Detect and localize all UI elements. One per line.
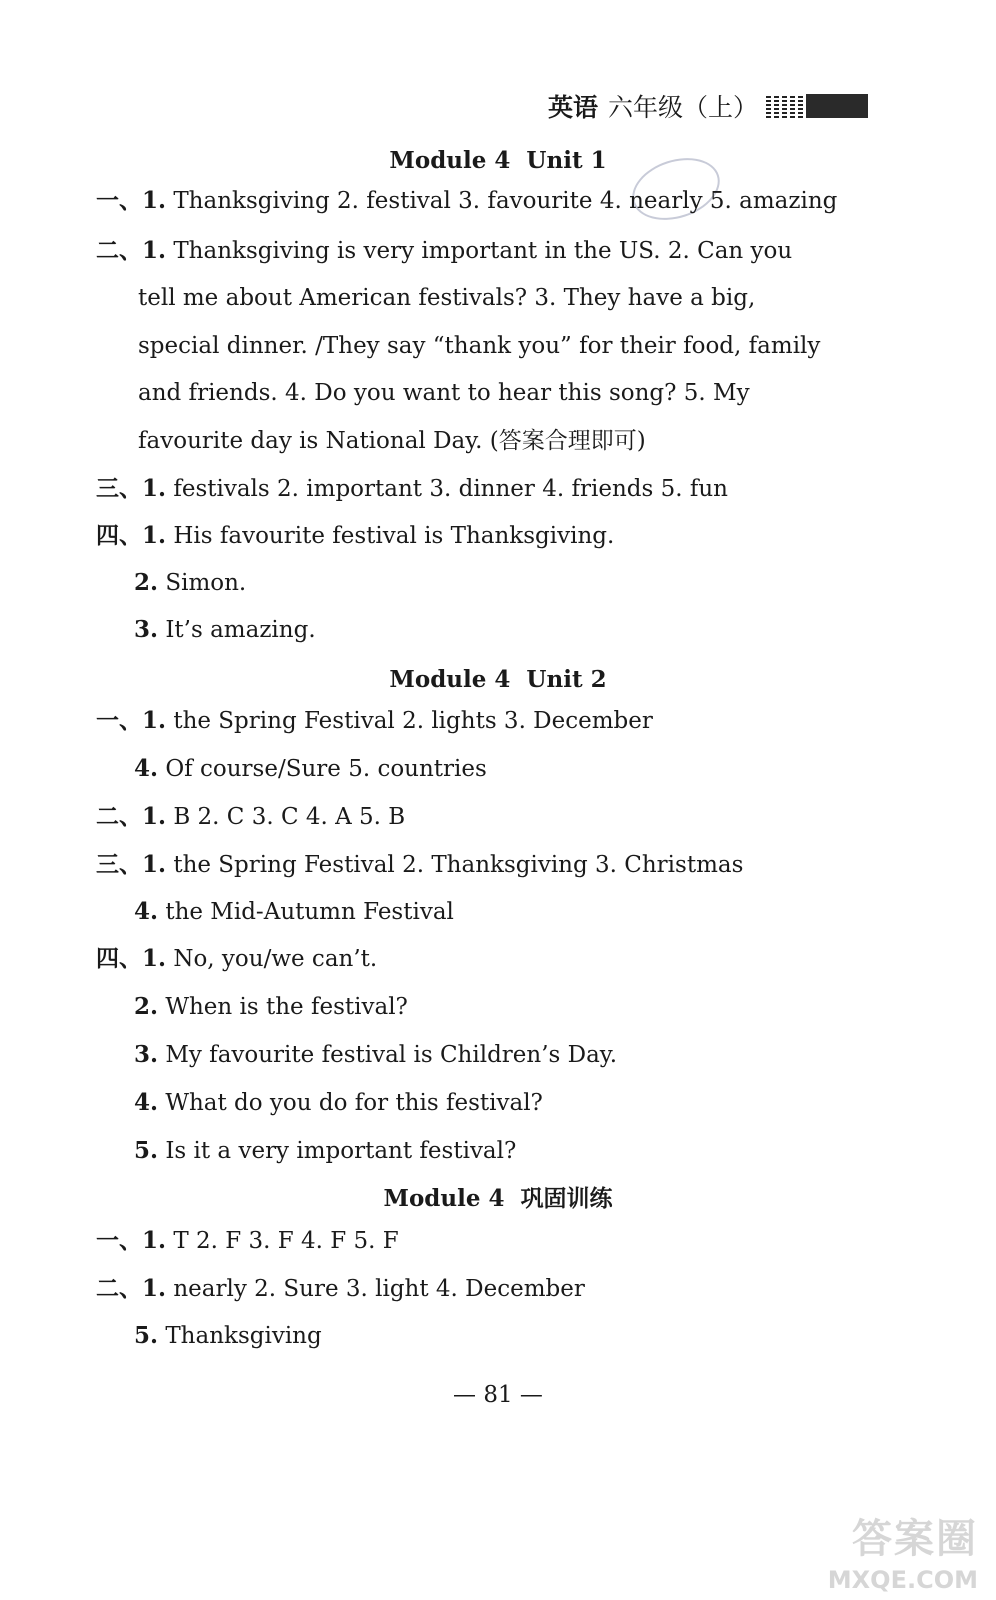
answer-line: 三、1. the Spring Festival 2. Thanksgiving 3. Christmas (96, 851, 744, 878)
answer-line: 4. What do you do for this festival? (134, 1089, 543, 1116)
answer-line: 5. Is it a very important festival? (134, 1137, 517, 1164)
answer-line: and friends. 4. Do you want to hear this song? 5. My (138, 380, 750, 406)
answer-line: 3. It’s amazing. (134, 616, 316, 643)
page-number: — 81 — (453, 1382, 543, 1408)
answer-line: 二、1. B 2. C 3. C 4. A 5. B (96, 803, 406, 830)
header-decoration (766, 94, 868, 118)
answer-line: tell me about American festivals? 3. They have a big, (138, 285, 756, 311)
answer-line: 5. Thanksgiving (134, 1322, 322, 1349)
section-title: Module 4 Unit 2 (389, 666, 607, 693)
answer-line: 四、1. His favourite festival is Thanksgiving. (96, 522, 615, 549)
answer-line: 二、1. Thanksgiving is very important in the US. 2. Can you (96, 237, 793, 264)
answer-line: 一、1. Thanksgiving 2. festival 3. favourite 4. nearly 5. amazing (96, 187, 838, 214)
section-title: Module 4 Unit 1 (389, 147, 607, 174)
subject-label: 英语 (547, 93, 598, 122)
answer-line: 三、1. festivals 2. important 3. dinner 4. friends 5. fun (96, 475, 728, 502)
answer-line: 四、1. No, you/we can’t. (96, 945, 378, 972)
answer-line: 一、1. T 2. F 3. F 4. F 5. F (96, 1227, 399, 1254)
answer-line: 一、1. the Spring Festival 2. lights 3. December (96, 707, 653, 734)
page-header (548, 88, 868, 124)
answer-line: 4. the Mid-Autumn Festival (134, 898, 454, 925)
answer-line: special dinner. /They say “thank you” for their food, family (138, 333, 821, 359)
watermark-logo: 答案圈 (852, 1516, 978, 1562)
section-title: Module 4 巩固训练 (383, 1185, 613, 1212)
answer-line: 4. Of course/Sure 5. countries (134, 755, 487, 782)
answer-line: 3. My favourite festival is Children’s Day. (134, 1041, 618, 1068)
answer-line: 2. When is the festival? (134, 993, 408, 1020)
answer-line: 二、1. nearly 2. Sure 3. light 4. December (96, 1275, 585, 1302)
watermark-url: MXQE.COM (827, 1566, 978, 1594)
grade-label: 六年级（上） (607, 93, 758, 122)
answer-line: 2. Simon. (134, 569, 247, 596)
answer-line: favourite day is National Day. (答案合理即可) (138, 428, 646, 454)
